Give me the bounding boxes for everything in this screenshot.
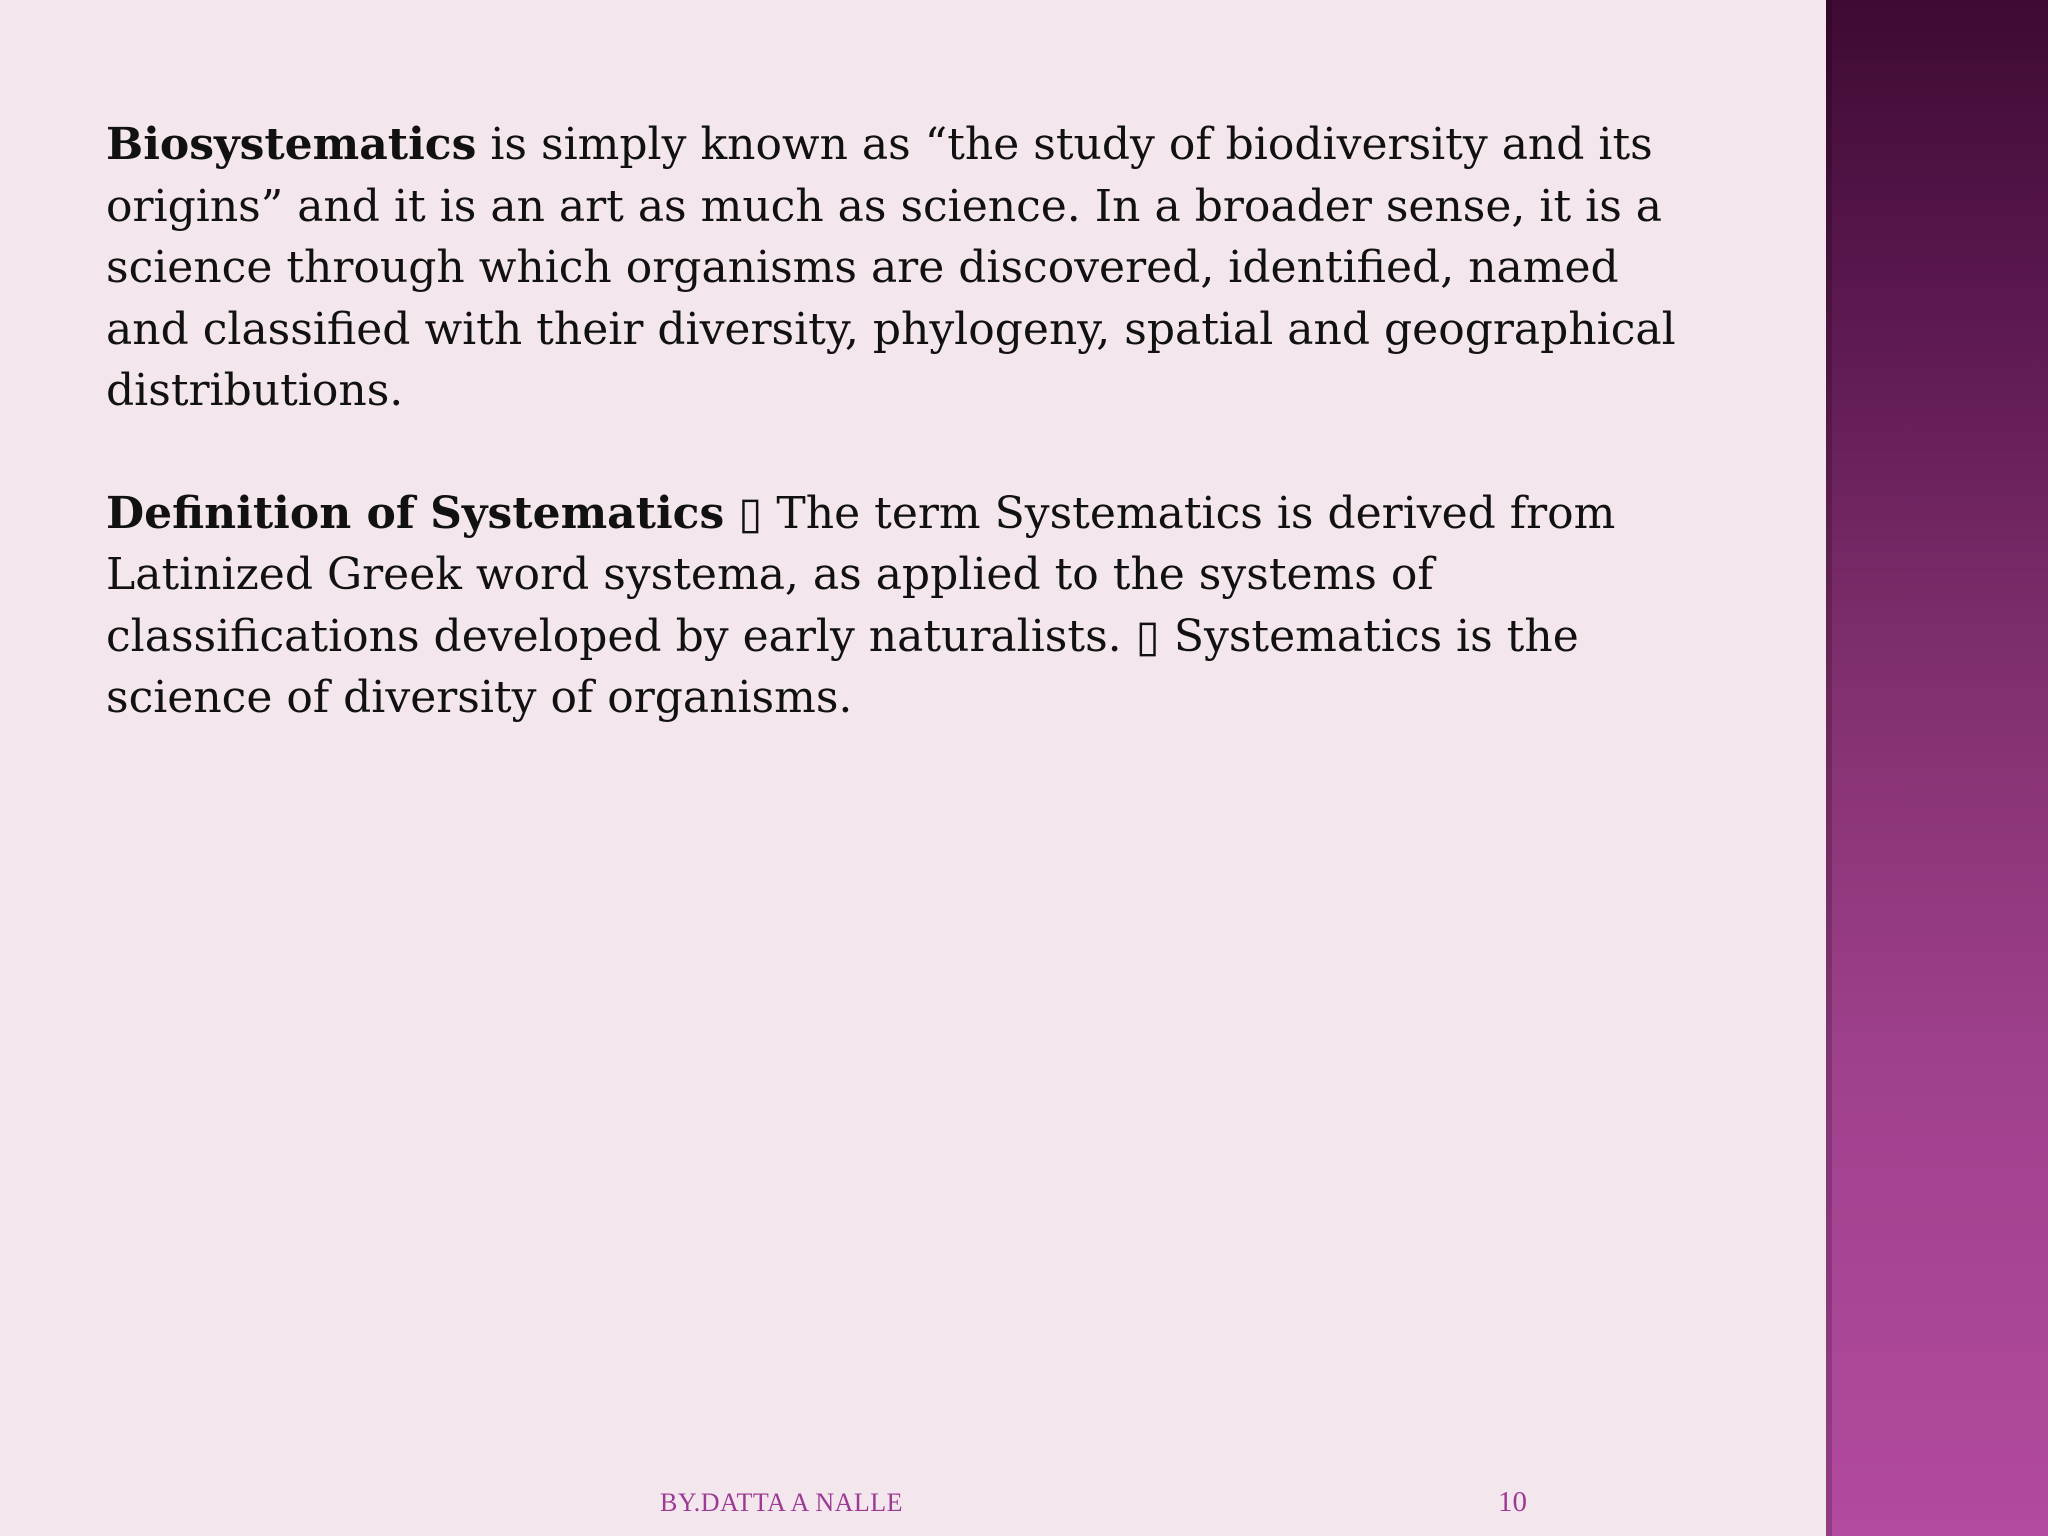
paragraph-text: is simply known as “the study of biodiversity and its origins” and it is an art as much as science. In a broader sense, it is a science through which organisms are discovered, identified, named and classified with their diversity, phylogeny, spatial and geographical distributions. [106, 119, 1676, 416]
decorative-side-band [1826, 0, 2048, 1536]
page-number: 10 [1498, 1486, 1527, 1518]
footer-author: BY.DATTA A NALLE [660, 1488, 904, 1517]
paragraph-biosystematics [106, 114, 1706, 422]
paragraph-text: ▯ The term Systematics is derived from Latinized Greek word systema, as applied to the systems of classifications developed by early naturalists. ▯ Systematics is the science of diversity of organisms. [106, 487, 1616, 723]
paragraph-lead: Biosystematics [106, 119, 477, 170]
paragraph-lead: Definition of Systematics [106, 487, 725, 539]
paragraph-definition-of-systematics [106, 483, 1706, 729]
slide-body [106, 114, 1706, 790]
